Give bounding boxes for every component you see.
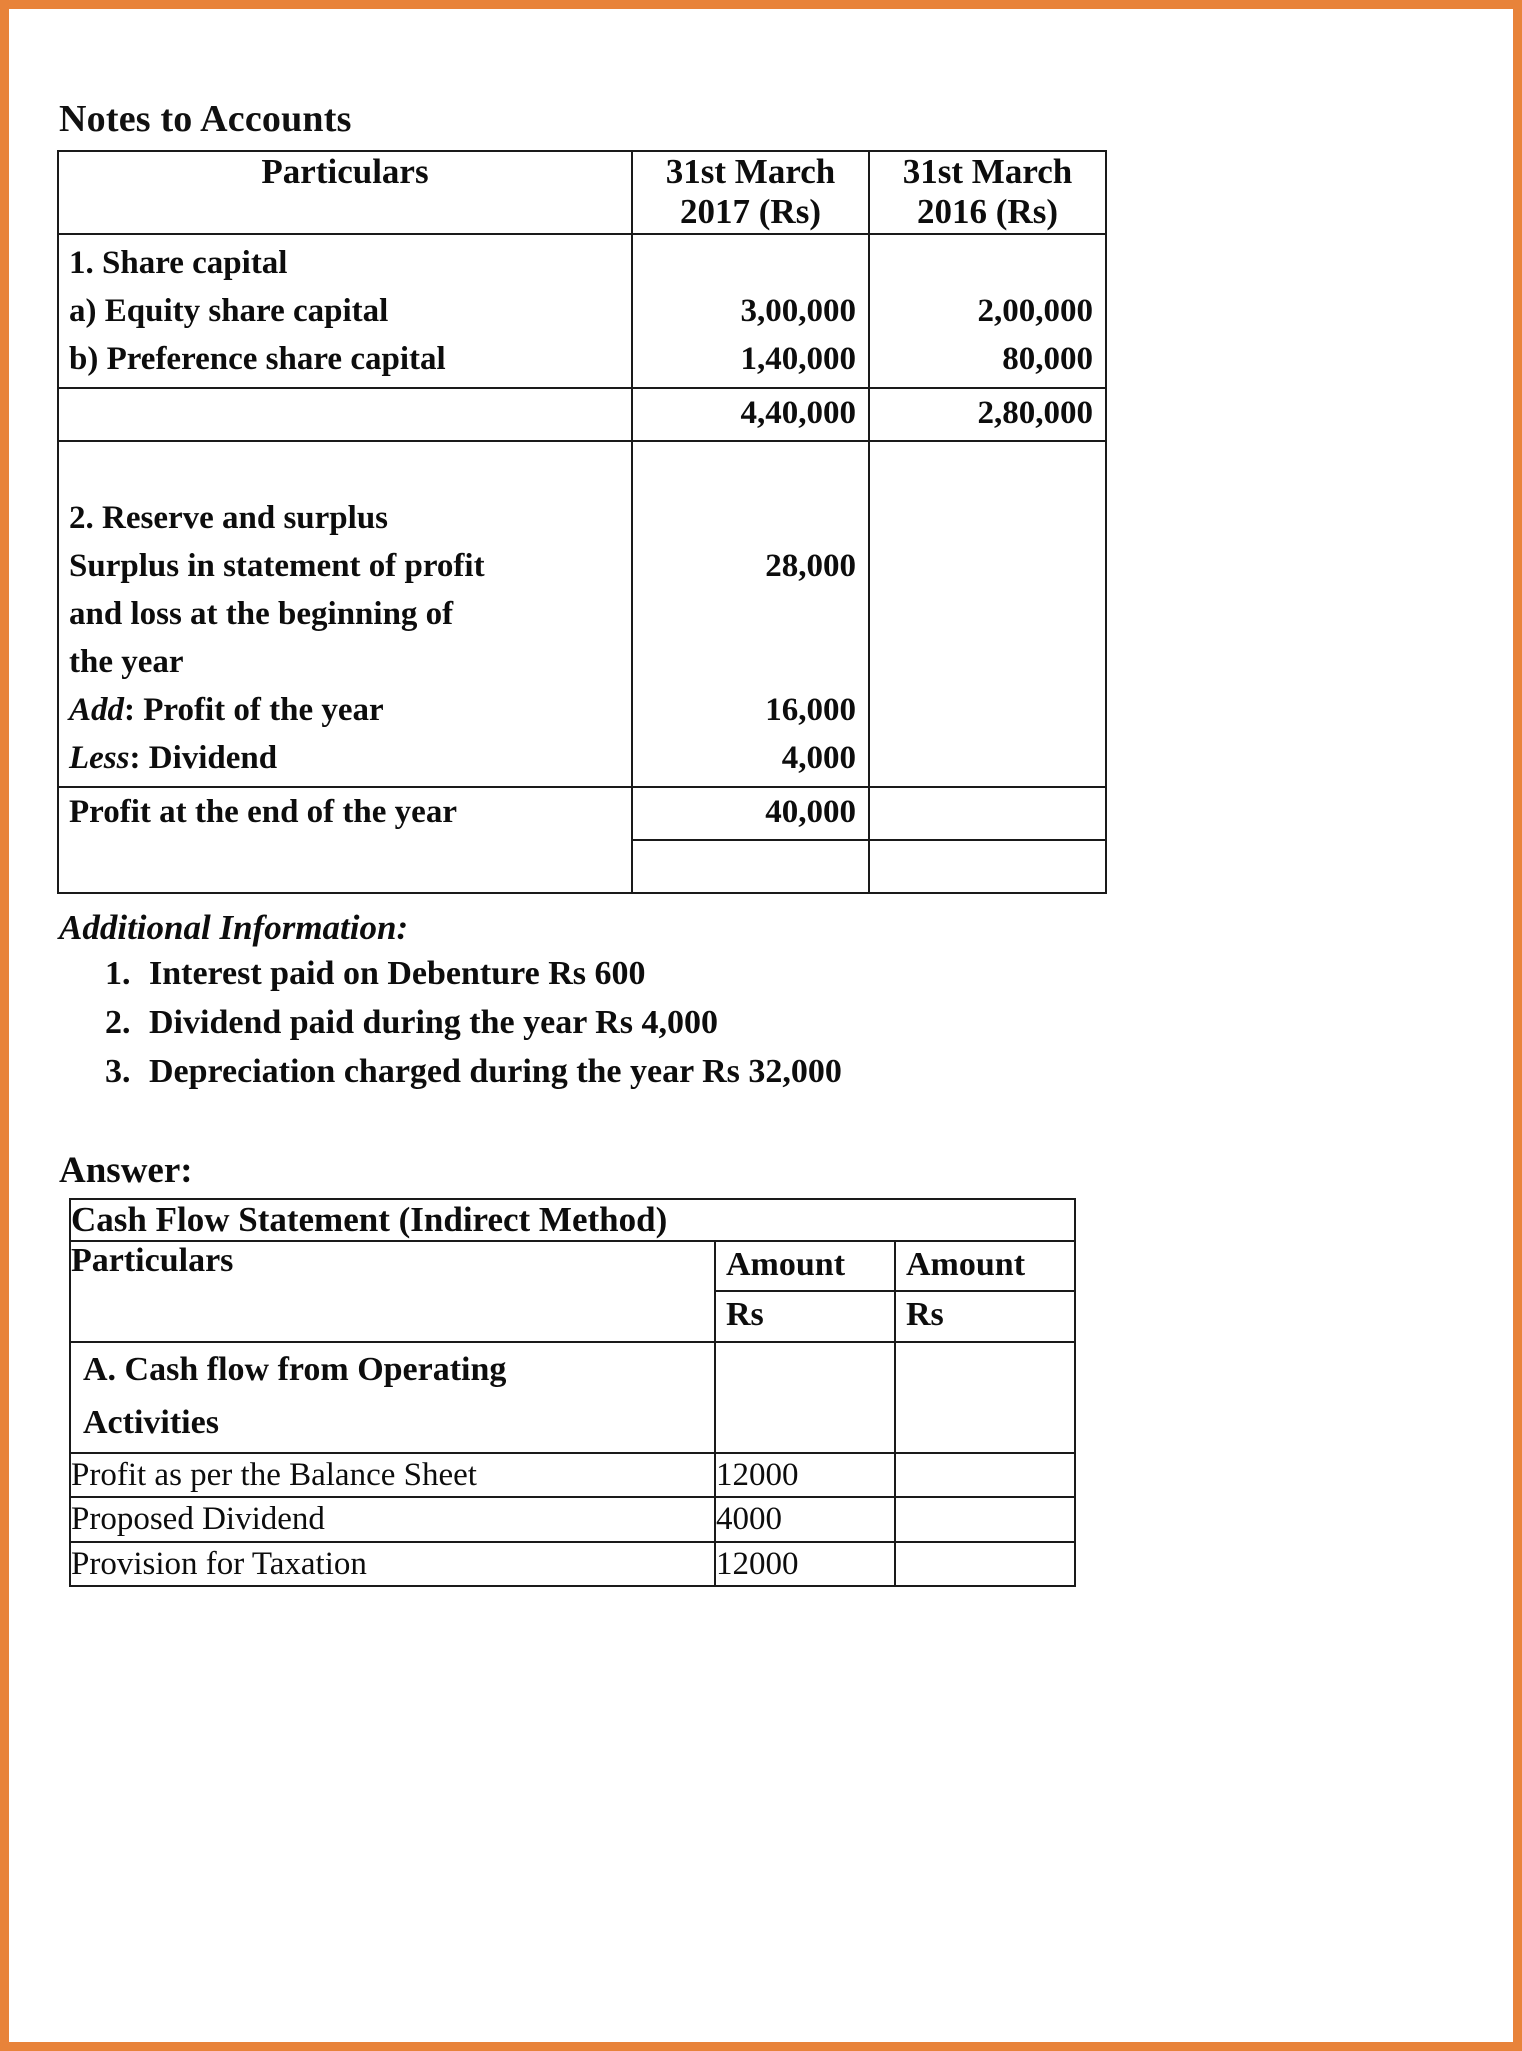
less-keyword: Less — [69, 739, 130, 776]
answer-heading: Answer: — [59, 1149, 193, 1191]
empty-cell — [59, 840, 631, 891]
share-capital-total-2017: 4,40,000 — [740, 395, 856, 432]
empty-cell — [870, 841, 1105, 892]
additional-information-list — [57, 950, 1112, 1097]
row-label: Proposed Dividend — [70, 1497, 715, 1541]
less-dividend-text: : Dividend — [129, 739, 278, 776]
amount-label-2: Amount — [906, 1245, 1026, 1283]
table-row — [70, 1453, 1075, 1497]
reserve-surplus-labels — [58, 441, 632, 787]
header-2017-line2: 2017 (Rs) — [680, 192, 821, 232]
spacer-line — [870, 542, 1105, 590]
row-amount-2 — [895, 1542, 1075, 1586]
cfs-section-a-row — [70, 1342, 1075, 1454]
section-a-amount1 — [715, 1342, 895, 1454]
cfs-column-header-amount-1 — [715, 1241, 895, 1342]
section-a-line2: Activities — [83, 1403, 219, 1441]
share-capital-total-2016: 2,80,000 — [977, 395, 1093, 432]
notes-table-trailing-row — [58, 840, 1106, 893]
notes-to-accounts-table — [57, 150, 1107, 894]
spacer-line — [870, 239, 1105, 287]
header-2016-line2: 2016 (Rs) — [917, 192, 1058, 232]
spacer-line — [870, 734, 1105, 782]
share-capital-values-2017 — [632, 234, 869, 388]
profit-end-label: Profit at the end of the year — [69, 793, 457, 830]
spacer-line — [633, 494, 868, 542]
reserve-surplus-title: 2. Reserve and surplus — [69, 499, 389, 536]
cfs-column-header-amount-2 — [895, 1241, 1075, 1342]
surplus-label-line2: and loss at the beginning of — [69, 595, 454, 632]
trailing-label-cell — [58, 840, 632, 893]
column-header-march-2017 — [632, 151, 869, 234]
row-amount-2 — [895, 1453, 1075, 1497]
empty-cell — [633, 841, 868, 892]
row-amount-1: 12000 — [715, 1453, 895, 1497]
cfs-header-row — [70, 1241, 1075, 1342]
less-dividend-label — [59, 734, 631, 782]
spacer-line — [633, 638, 868, 686]
surplus-beginning-2017: 28,000 — [765, 547, 856, 584]
amount-label-1: Amount — [726, 1245, 846, 1283]
preference-share-capital-2016: 80,000 — [1002, 341, 1093, 378]
row-label: Profit as per the Balance Sheet — [70, 1453, 715, 1497]
row-amount-2 — [895, 1497, 1075, 1541]
trailing-2016-cell — [869, 840, 1106, 893]
page-content — [57, 100, 1112, 1587]
row-label: Provision for Taxation — [70, 1542, 715, 1586]
profit-end-2017: 40,000 — [765, 793, 856, 830]
spacer-line — [633, 239, 868, 287]
profit-end-2017-cell — [632, 787, 869, 840]
row-amount-1: 12000 — [715, 1542, 895, 1586]
surplus-label-line3: the year — [69, 643, 184, 680]
profit-end-label-cell — [58, 787, 632, 840]
spacer-line — [870, 590, 1105, 638]
cash-flow-statement-title: Cash Flow Statement (Indirect Method) — [70, 1199, 1075, 1241]
cash-flow-statement-table — [69, 1198, 1076, 1587]
currency-label-1: Rs — [716, 1290, 894, 1341]
reserve-surplus-values-2016 — [869, 441, 1106, 787]
share-capital-total-row — [58, 388, 1106, 441]
section-a-label-cell — [70, 1342, 715, 1454]
list-item: Depreciation charged during the year Rs 32,000 — [149, 1052, 842, 1090]
cfs-title-row — [70, 1199, 1075, 1241]
column-header-march-2016 — [869, 151, 1106, 234]
header-2016-line1: 31st March — [902, 151, 1073, 191]
add-profit-text: : Profit of the year — [124, 691, 384, 728]
surplus-label-line1: Surplus in statement of profit — [69, 547, 485, 584]
preference-share-capital-2017: 1,40,000 — [740, 341, 856, 378]
list-item: Interest paid on Debenture Rs 600 — [149, 954, 646, 992]
table-header-row — [58, 151, 1106, 234]
share-capital-labels — [58, 234, 632, 388]
list-item: Dividend paid during the year Rs 4,000 — [149, 1003, 718, 1041]
add-profit-2017: 16,000 — [765, 691, 856, 728]
row-amount-1: 4000 — [715, 1497, 895, 1541]
currency-label-2: Rs — [896, 1290, 1074, 1341]
section-a-line1: A. Cash flow from Operating — [83, 1350, 507, 1388]
share-capital-total-label-cell — [58, 388, 632, 441]
equity-share-capital-2017: 3,00,000 — [740, 293, 856, 330]
equity-share-capital-2016: 2,00,000 — [977, 293, 1093, 330]
add-keyword: Add — [69, 691, 125, 728]
profit-end-of-year-row — [58, 787, 1106, 840]
column-header-particulars: Particulars — [58, 151, 632, 234]
share-capital-title: 1. Share capital — [69, 245, 288, 282]
profit-end-2016-cell — [869, 787, 1106, 840]
spacer-line — [59, 446, 631, 494]
share-capital-total-2017-cell — [632, 388, 869, 441]
share-capital-total-2016-cell — [869, 388, 1106, 441]
empty-label — [59, 389, 631, 440]
spacer-line — [633, 590, 868, 638]
spacer-line — [870, 494, 1105, 542]
preference-share-capital-label: b) Preference share capital — [69, 341, 446, 378]
profit-end-2016 — [870, 788, 1105, 839]
page-title: Notes to Accounts — [59, 98, 352, 140]
reserve-surplus-block-row — [58, 441, 1106, 787]
share-capital-block-row — [58, 234, 1106, 388]
cfs-column-header-particulars: Particulars — [70, 1241, 715, 1342]
share-capital-values-2016 — [869, 234, 1106, 388]
spacer-line — [870, 686, 1105, 734]
spacer-line — [870, 638, 1105, 686]
equity-share-capital-label: a) Equity share capital — [69, 293, 389, 330]
section-a-amount2 — [895, 1342, 1075, 1454]
spacer-line — [870, 446, 1105, 494]
add-profit-label — [59, 686, 631, 734]
reserve-surplus-values-2017 — [632, 441, 869, 787]
header-2017-line1: 31st March — [665, 151, 836, 191]
table-row — [70, 1542, 1075, 1586]
less-dividend-2017: 4,000 — [781, 739, 856, 776]
table-row — [70, 1497, 1075, 1541]
additional-information-heading: Additional Information: — [59, 907, 409, 947]
trailing-2017-cell — [632, 840, 869, 893]
spacer-line — [633, 446, 868, 494]
